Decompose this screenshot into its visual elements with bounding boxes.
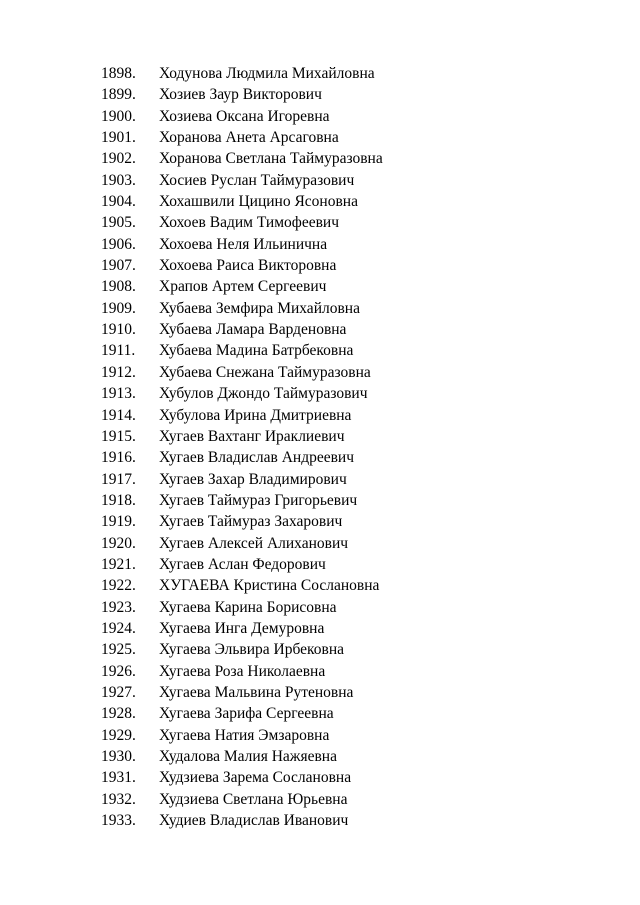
entry-number: 1904. [101,193,136,211]
list-item [101,447,383,468]
entry-name: Худзиева Зарема Сослановна [159,769,352,787]
list-item [101,490,383,511]
list-item [101,191,383,212]
list-item [101,148,383,169]
entry-name: Хохоева Неля Ильинична [159,235,328,253]
entry-number: 1920. [101,534,136,552]
entry-name: ХУГАЕВА Кристина Сослановна [159,577,380,595]
list-item [101,298,383,319]
entry-name: Хосиев Руслан Таймуразович [159,171,355,189]
entry-number: 1917. [101,470,136,488]
list-item [101,106,383,127]
entry-name: Хубаева Ламара Варденовна [159,321,347,339]
entry-number: 1898. [101,65,136,82]
list-item [101,554,383,575]
entry-name: Худзиева Светлана Юрьевна [159,790,348,808]
entry-number: 1914. [101,406,136,424]
entry-name: Хугаева Инга Демуровна [159,619,325,637]
entry-number: 1926. [101,662,136,680]
entry-name: Хугаев Алексей Алиханович [159,534,349,552]
list-item [101,255,383,276]
entry-name: Хоранова Анета Арсаговна [159,129,339,147]
entry-number: 1921. [101,555,136,573]
list-item [101,767,383,788]
list-item [101,234,383,255]
list-item [101,789,383,810]
entry-number: 1925. [101,641,136,659]
list-item [101,682,383,703]
entry-name: Хубулов Джондо Таймуразович [159,385,368,403]
entry-number: 1927. [101,683,136,701]
entry-number: 1900. [101,107,136,125]
entry-name: Хугаева Роза Николаевна [159,662,326,680]
entry-number: 1922. [101,577,136,595]
list-item [101,639,383,660]
list-item [101,340,383,361]
entry-number: 1923. [101,598,136,616]
name-list [101,63,383,831]
list-item [101,63,383,84]
list-item [101,319,383,340]
entry-name: Хугаева Зарифа Сергеевна [159,705,334,723]
list-item [101,276,383,297]
entry-name: Ходунова Людмила Михайловна [159,65,375,82]
list-item [101,661,383,682]
entry-number: 1909. [101,299,136,317]
entry-name: Храпов Артем Сергеевич [159,278,327,296]
list-item [101,618,383,639]
entry-number: 1912. [101,363,136,381]
entry-number: 1924. [101,619,136,637]
list-item [101,127,383,148]
entry-name: Худиев Владислав Иванович [159,812,349,830]
entry-number: 1933. [101,812,136,830]
entry-name: Хубаева Снежана Таймуразовна [159,363,371,381]
entry-number: 1930. [101,748,136,765]
entry-number: 1916. [101,449,136,467]
entry-name: Хугаева Натия Эмзаровна [159,726,330,744]
entry-number: 1915. [101,427,136,445]
entry-number: 1932. [101,790,136,808]
entry-name: Хугаев Таймураз Захарович [159,513,343,531]
entry-name: Хугаева Мальвина Рутеновна [159,683,354,701]
list-item [101,533,383,554]
entry-number: 1899. [101,86,136,104]
list-item [101,511,383,532]
entry-number: 1903. [101,171,136,189]
entry-name: Худалова Малия Нажяевна [159,748,337,765]
list-item [101,725,383,746]
entry-name: Хозиева Оксана Игоревна [159,107,330,125]
entry-number: 1919. [101,513,136,531]
list-item [101,405,383,426]
list-item [101,469,383,490]
list-item [101,170,383,191]
entry-name: Хугаев Владислав Андреевич [159,449,355,467]
entry-name: Хохоев Вадим Тимофеевич [159,214,339,232]
list-item [101,575,383,596]
entry-name: Хугаев Таймураз Григорьевич [159,491,358,509]
entry-name: Хубаева Мадина Батрбековна [159,342,354,360]
entry-name: Хугаев Аслан Федорович [159,555,326,573]
list-item [101,426,383,447]
entry-number: 1902. [101,150,136,168]
entry-number: 1906. [101,235,136,253]
entry-name: Хоранова Светлана Таймуразовна [159,150,383,168]
entry-number: 1908. [101,278,136,296]
entry-name: Хубулова Ирина Дмитриевна [159,406,352,424]
list-item [101,597,383,618]
entry-name: Хугаева Эльвира Ирбековна [159,641,345,659]
entry-name: Хугаев Захар Владимирович [159,470,347,488]
list-item [101,746,383,767]
entry-name: Хугаева Карина Борисовна [159,598,337,616]
list-item [101,84,383,105]
list-item [101,810,383,831]
entry-number: 1918. [101,491,136,509]
list-item [101,212,383,233]
entry-name: Хохашвили Цицино Ясоновна [159,193,358,211]
entry-number: 1931. [101,769,136,787]
entry-number: 1905. [101,214,136,232]
entry-number: 1911. [101,342,136,360]
entry-name: Хубаева Земфира Михайловна [159,299,360,317]
entry-name: Хозиев Заур Викторович [159,86,322,104]
entry-number: 1901. [101,129,136,147]
entry-number: 1907. [101,257,136,275]
entry-name: Хохоева Раиса Викторовна [159,257,337,275]
list-item [101,362,383,383]
entry-number: 1929. [101,726,136,744]
entry-number: 1910. [101,321,136,339]
entry-number: 1913. [101,385,136,403]
entry-name: Хугаев Вахтанг Ираклиевич [159,427,345,445]
list-item [101,703,383,724]
list-item [101,383,383,404]
entry-number: 1928. [101,705,136,723]
